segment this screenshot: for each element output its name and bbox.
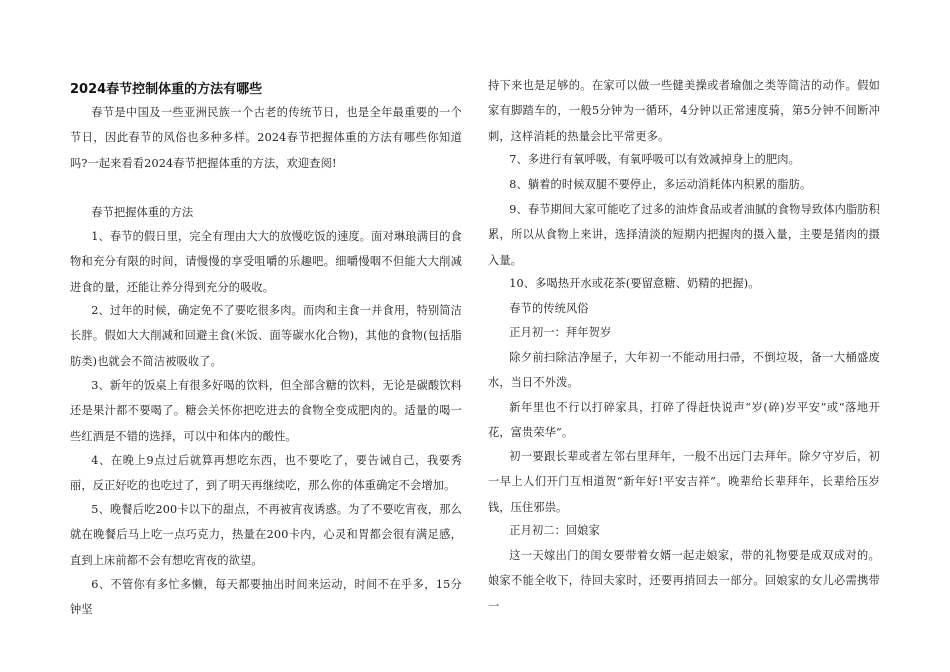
tip-paragraph: 3、新年的饭桌上有很多好喝的饮料，但全部含糖的饮料，无论是碳酸饮料还是果汁都不要喝了。糖会关怀你把吃进去的食物全变成肥肉的。适量的喝一些红酒是不错的选择，可以中和体内的酸性。 xyxy=(70,379,462,443)
custom-paragraph: 新年里也不行以打碎家具，打碎了得赶快说声“岁(碎)岁平安”或“落地开花，富贵荣华”。 xyxy=(488,401,880,440)
tip-paragraph: 6、不管你有多忙多懒，每天都要抽出时间来运动，时间不在乎多，15分钟坚 xyxy=(70,578,462,617)
tip-paragraph: 5、晚餐后吃200卡以下的甜点，不再被宵夜诱惑。为了不要吃宵夜，那么就在晚餐后马上吃一点巧克力，热量在200卡内，心灵和胃都会很有满足感，直到上床前都不会有想吃宵夜的欲望。 xyxy=(70,503,462,567)
tip-paragraph: 9、春节期间大家可能吃了过多的油炸食品或者油腻的食物导致体内脂肪积累，所以从食物上来讲，选择清淡的短期内把握肉的摄入量，主要是猪肉的摄入量。 xyxy=(488,203,880,267)
tip-paragraph: 7、多进行有氧呼吸，有氧呼吸可以有效减掉身上的肥肉。 xyxy=(509,153,800,166)
tip-continuation: 持下来也是足够的。在家可以做一些健美操或者瑜伽之类等简洁的动作。假如家有脚踏车的，一般5分钟为一循环，4分钟以正常速度骑，第5分钟不间断冲刺，这样消耗的热量会比平常更多。 xyxy=(488,79,880,143)
tip-paragraph: 2、过年的时候，确定免不了要吃很多肉。而肉和主食一并食用，特别简洁长胖。假如大大削减和回避主食(米饭、面等碳水化合物)，其他的食物(包括脂肪类)也就会不简洁被吸收了。 xyxy=(70,304,462,368)
custom-heading: 正月初二：回娘家 xyxy=(509,524,600,537)
tip-paragraph: 8、躺着的时候双腿不要停止，多运动消耗体内积累的脂肪。 xyxy=(509,178,812,191)
tip-paragraph: 10、多喝热开水或花茶(要留意糖、奶精的把握)。 xyxy=(509,277,760,290)
custom-paragraph: 这一天嫁出门的闺女要带着女婿一起走娘家，带的礼物要是成双成对的。娘家不能全收下，待回夫家时，还要再捎回去一部分。回娘家的女儿必需携带一 xyxy=(488,549,880,613)
tip-paragraph: 4、在晚上9点过后就算再想吃东西，也不要吃了，要告诫自己，我要秀丽，反正好吃的也吃过了，到了明天再继续吃，那么你的体重确定不会增加。 xyxy=(70,454,462,493)
intro-paragraph: 春节是中国及一些亚洲民族一个古老的传统节日，也是全年最重要的一个节日，因此春节的风俗也多种多样。2024春节把握体重的方法有哪些你知道吗?一起来看看2024春节把握体重的方法，欢迎查阅! xyxy=(70,106,462,170)
custom-paragraph: 初一要跟长辈或者左邻右里拜年，一般不出远门去拜年。除夕守岁后，初一早上人们开门互相道贺“新年好!平安吉祥”。晚辈给长辈拜年，长辈给压岁钱，压住邪祟。 xyxy=(488,450,880,514)
custom-heading: 正月初一：拜年贺岁 xyxy=(509,326,612,339)
tip-paragraph: 1、春节的假日里，完全有理由大大的放慢吃饭的速度。面对琳琅满目的食物和充分有限的时间，请慢慢的享受咀嚼的乐趣吧。细嚼慢咽不但能大大削减进食的量，还能让养分得到充分的吸收。 xyxy=(70,230,462,294)
custom-paragraph: 除夕前扫除洁净屋子，大年初一不能动用扫帚，不倒垃圾，备一大桶盛废水，当日不外泼。 xyxy=(488,351,880,390)
document-title: 2024春节控制体重的方法有哪些 xyxy=(70,82,263,97)
section-heading: 春节的传统风俗 xyxy=(509,302,589,315)
section-heading: 春节把握体重的方法 xyxy=(91,206,194,219)
